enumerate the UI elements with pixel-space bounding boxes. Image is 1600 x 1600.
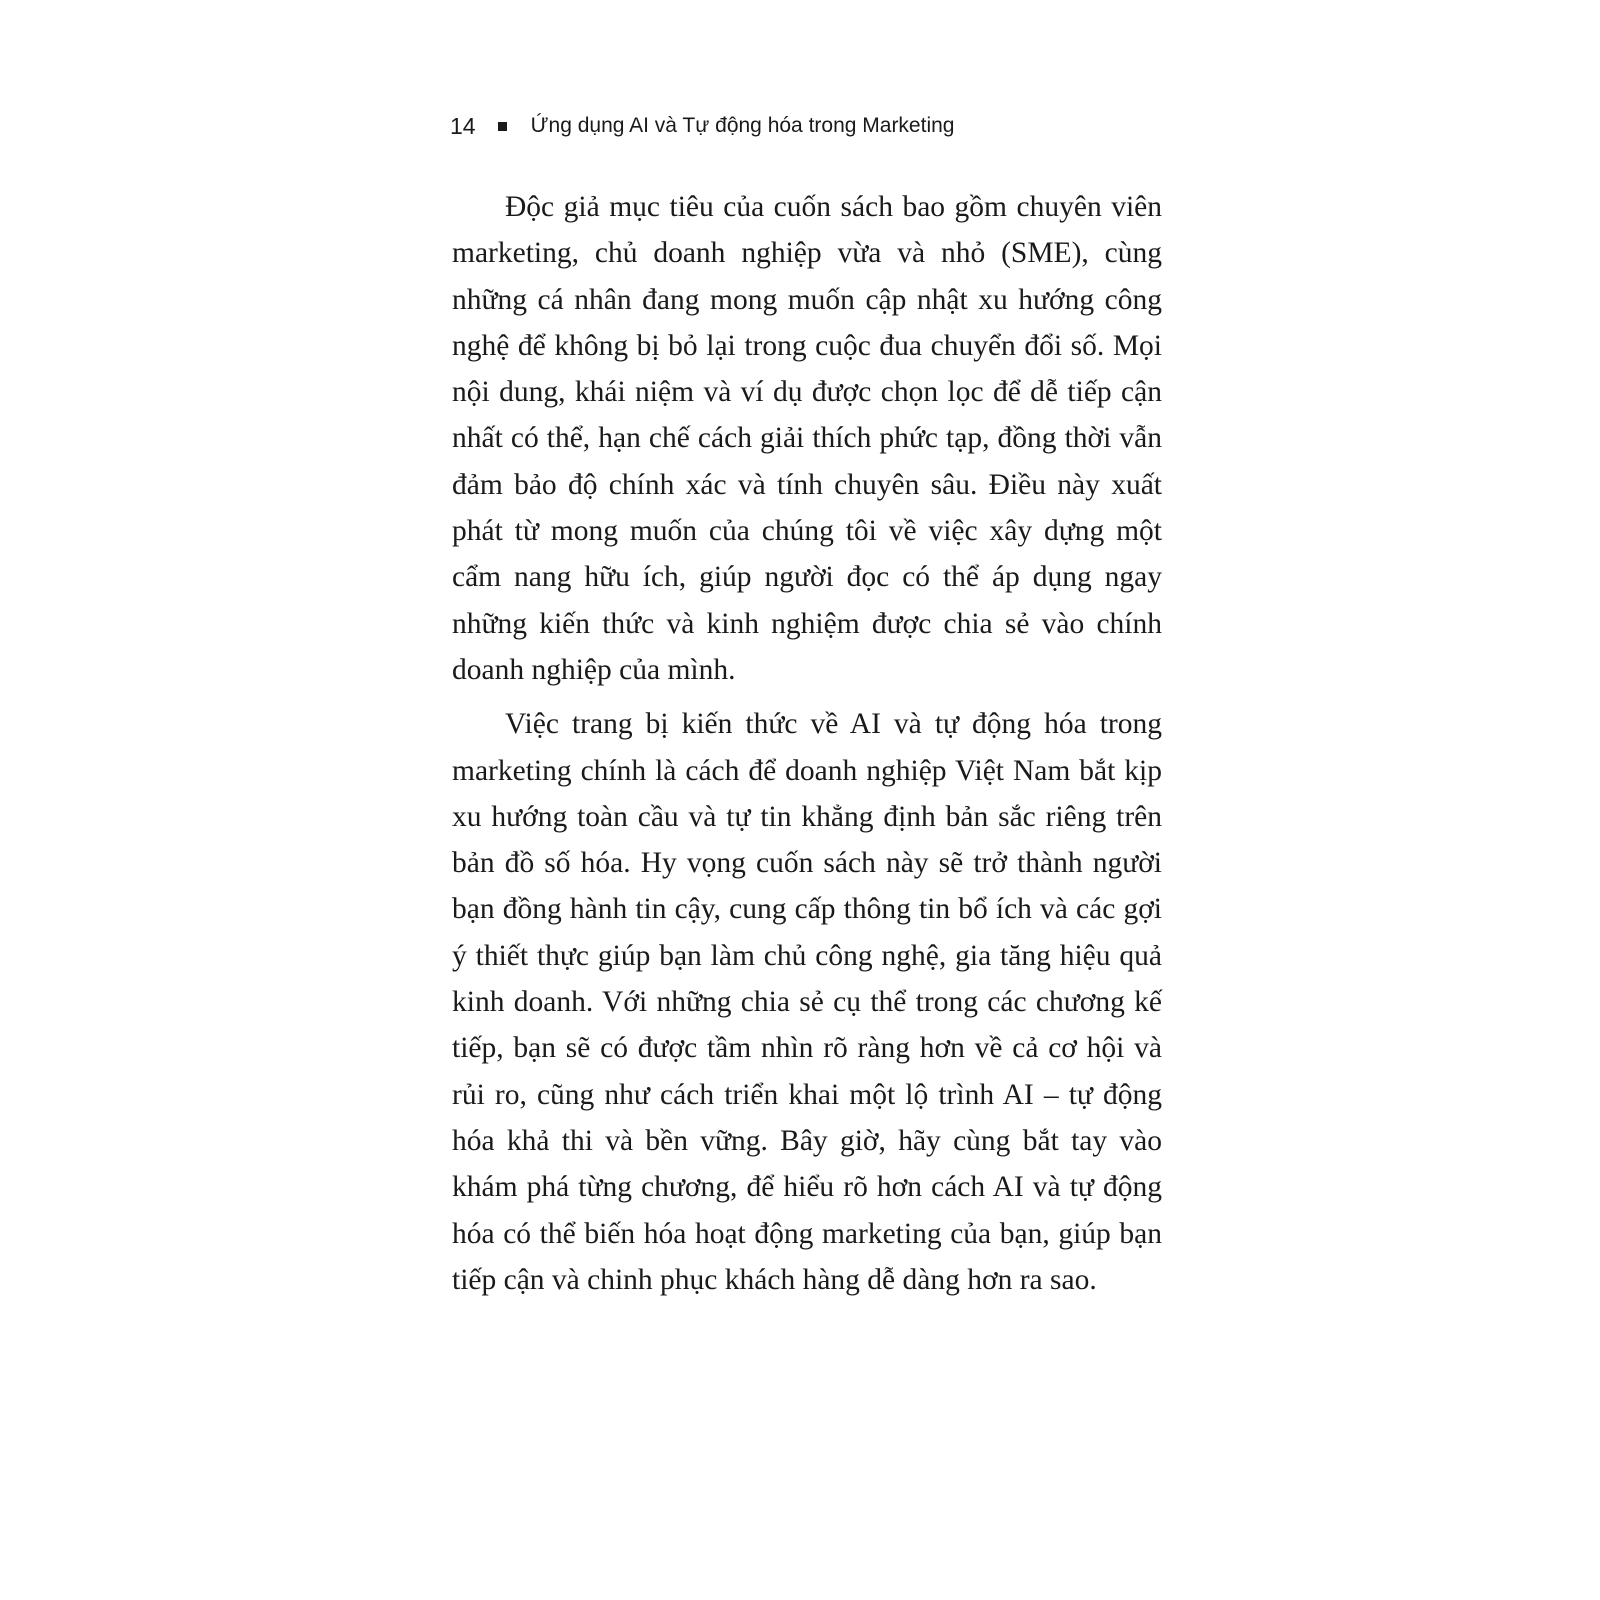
page-number: 14 [450, 112, 476, 139]
running-title: Ứng dụng AI và Tự động hóa trong Marketing [530, 114, 955, 137]
running-header [450, 110, 954, 142]
header-bullet-separator [498, 122, 507, 131]
body-text [452, 184, 1162, 1311]
paragraph-1: Độc giả mục tiêu của cuốn sách bao gồm chuyên viên marketing, chủ doanh nghiệp vừa và nhỏ (SME), cùng những cá nhân đang mong muốn cập nhật xu hướng công nghệ để không bị bỏ lại trong cuộc đua chuyển đổi số. Mọi nội dung, khái niệm và ví dụ được chọn lọc để dễ tiếp cận nhất có thể, hạn chế cách giải thích phức tạp, đồng thời vẫn đảm bảo độ chính xác và tính chuyên sâu. Điều này xuất phát từ mong muốn của chúng tôi về việc xây dựng một cẩm nang hữu ích, giúp người đọc có thể áp dụng ngay những kiến thức và kinh nghiệm được chia sẻ vào chính doanh nghiệp của mình. [452, 191, 1162, 686]
paragraph-2: Việc trang bị kiến thức về AI và tự động hóa trong marketing chính là cách để doanh nghiệp Việt Nam bắt kịp xu hướng toàn cầu và tự tin khẳng định bản sắc riêng trên bản đồ số hóa. Hy vọng cuốn sách này sẽ trở thành người bạn đồng hành tin cậy, cung cấp thông tin bổ ích và các gợi ý thiết thực giúp bạn làm chủ công nghệ, gia tăng hiệu quả kinh doanh. Với những chia sẻ cụ thể trong các chương kế tiếp, bạn sẽ có được tầm nhìn rõ ràng hơn về cả cơ hội và rủi ro, cũng như cách triển khai một lộ trình AI – tự động hóa khả thi và bền vững. Bây giờ, hãy cùng bắt tay vào khám phá từng chương, để hiểu rõ hơn cách AI và tự động hóa có thể biến hóa hoạt động marketing của bạn, giúp bạn tiếp cận và chinh phục khách hàng dễ dàng hơn ra sao. [452, 708, 1162, 1296]
